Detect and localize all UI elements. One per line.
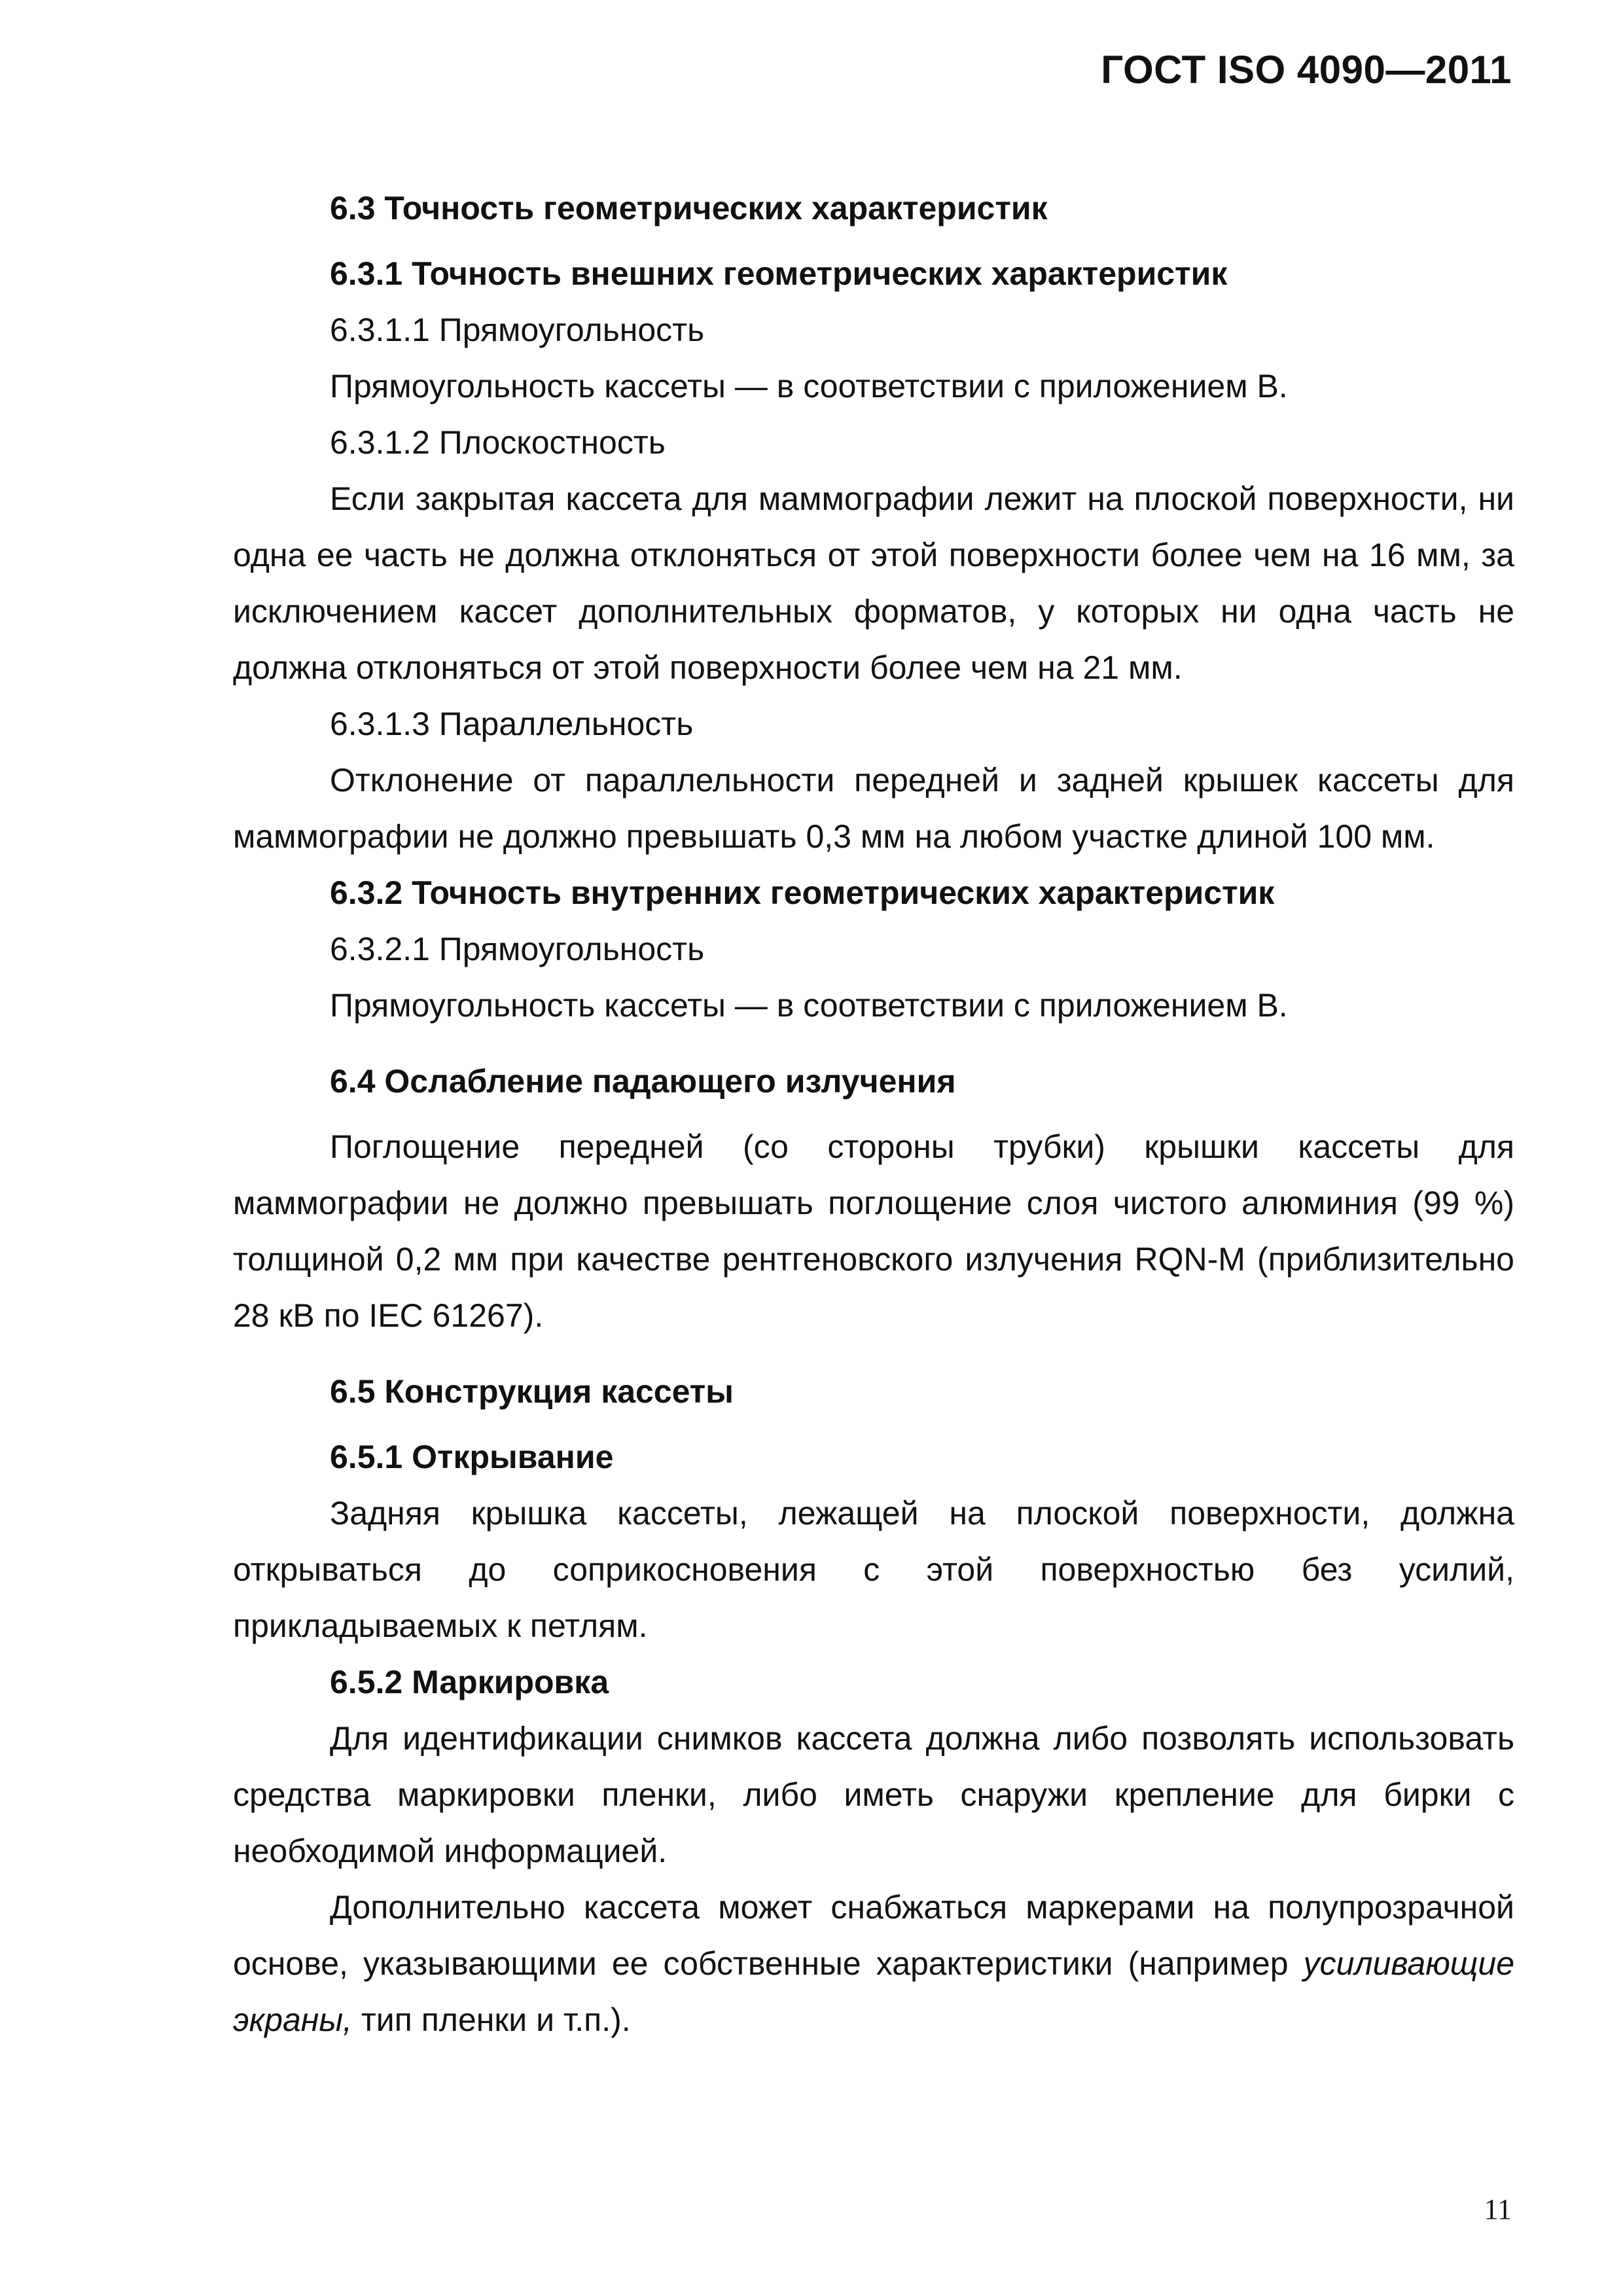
section-6-4-text: Поглощение передней (со стороны трубки) крышки кассеты для маммографии не должно превышать поглощение слоя чистого алюминия (99 %) толщиной 0,2 мм при качестве рентгеновского излучения RQN-M (приблизительно 28 кВ по IEC 61267). [233, 1128, 1514, 1334]
section-6-3-1-3-text: Отклонение от параллельности передней и задней крышек кассеты для маммографии не должно превышать 0,3 мм на любом участке длиной 100 мм. [233, 762, 1514, 855]
page-number: 11 [1484, 2193, 1512, 2225]
section-6-5-heading: 6.5 Конструкция кассеты [330, 1373, 734, 1410]
document-designation: ГОСТ ISO 4090—2011 [1101, 48, 1512, 92]
section-6-3-1-1-text: Прямоугольность кассеты — в соответствии с приложением В. [330, 368, 1288, 404]
section-6-4-heading: 6.4 Ослабление падающего излучения [330, 1063, 956, 1100]
section-6-5-1-heading: 6.5.1 Открывание [330, 1439, 614, 1475]
section-6-5-1-text: Задняя крышка кассеты, лежащей на плоской поверхности, должна открываться до соприкосновения с этой поверхностью без усилий, прикладываемых к петлям. [233, 1495, 1514, 1644]
section-6-5-2-text-2-end: тип пленки и т.п.). [352, 2001, 631, 2038]
section-6-3-1-heading: 6.3.1 Точность внешних геометрических характеристик [330, 255, 1228, 292]
section-6-3-2-1-heading: 6.3.2.1 Прямоугольность [330, 931, 705, 967]
section-6-3-1-3-heading: 6.3.1.3 Параллельность [330, 706, 694, 742]
section-6-5-2-text-2-italic: усиливающие экраны, [233, 1945, 1514, 2038]
section-6-5-2-heading: 6.5.2 Маркировка [330, 1664, 609, 1700]
section-6-5-2-text-2-start: Дополнительно кассета может снабжаться маркерами на полупрозрачной основе, указывающими ее собственные характеристики (например [233, 1889, 1514, 1982]
section-6-5-2-text-2 [233, 1879, 1514, 2048]
section-6-3-1-1-heading: 6.3.1.1 Прямоугольность [330, 312, 705, 348]
section-6-3-heading: 6.3 Точность геометрических характеристик [330, 190, 1048, 226]
section-6-3-2-1-text: Прямоугольность кассеты — в соответствии с приложением В. [330, 987, 1288, 1024]
section-6-3-1-2-text: Если закрытая кассета для маммографии лежит на плоской поверхности, ни одна ее часть не должна отклоняться от этой поверхности более чем на 16 мм, за исключением кассет дополнительных форматов, у которых ни одна часть не должна отклоняться от этой поверхности более чем на 21 мм. [233, 480, 1514, 686]
section-6-5-2-text-1: Для идентификации снимков кассета должна либо позволять использовать средства маркировки пленки, либо иметь снаружи крепление для бирки с необходимой информацией. [233, 1720, 1514, 1869]
section-6-3-1-2-heading: 6.3.1.2 Плоскостность [330, 424, 666, 461]
document-body [233, 180, 1514, 2048]
section-6-3-2-heading: 6.3.2 Точность внутренних геометрических характеристик [330, 874, 1275, 911]
